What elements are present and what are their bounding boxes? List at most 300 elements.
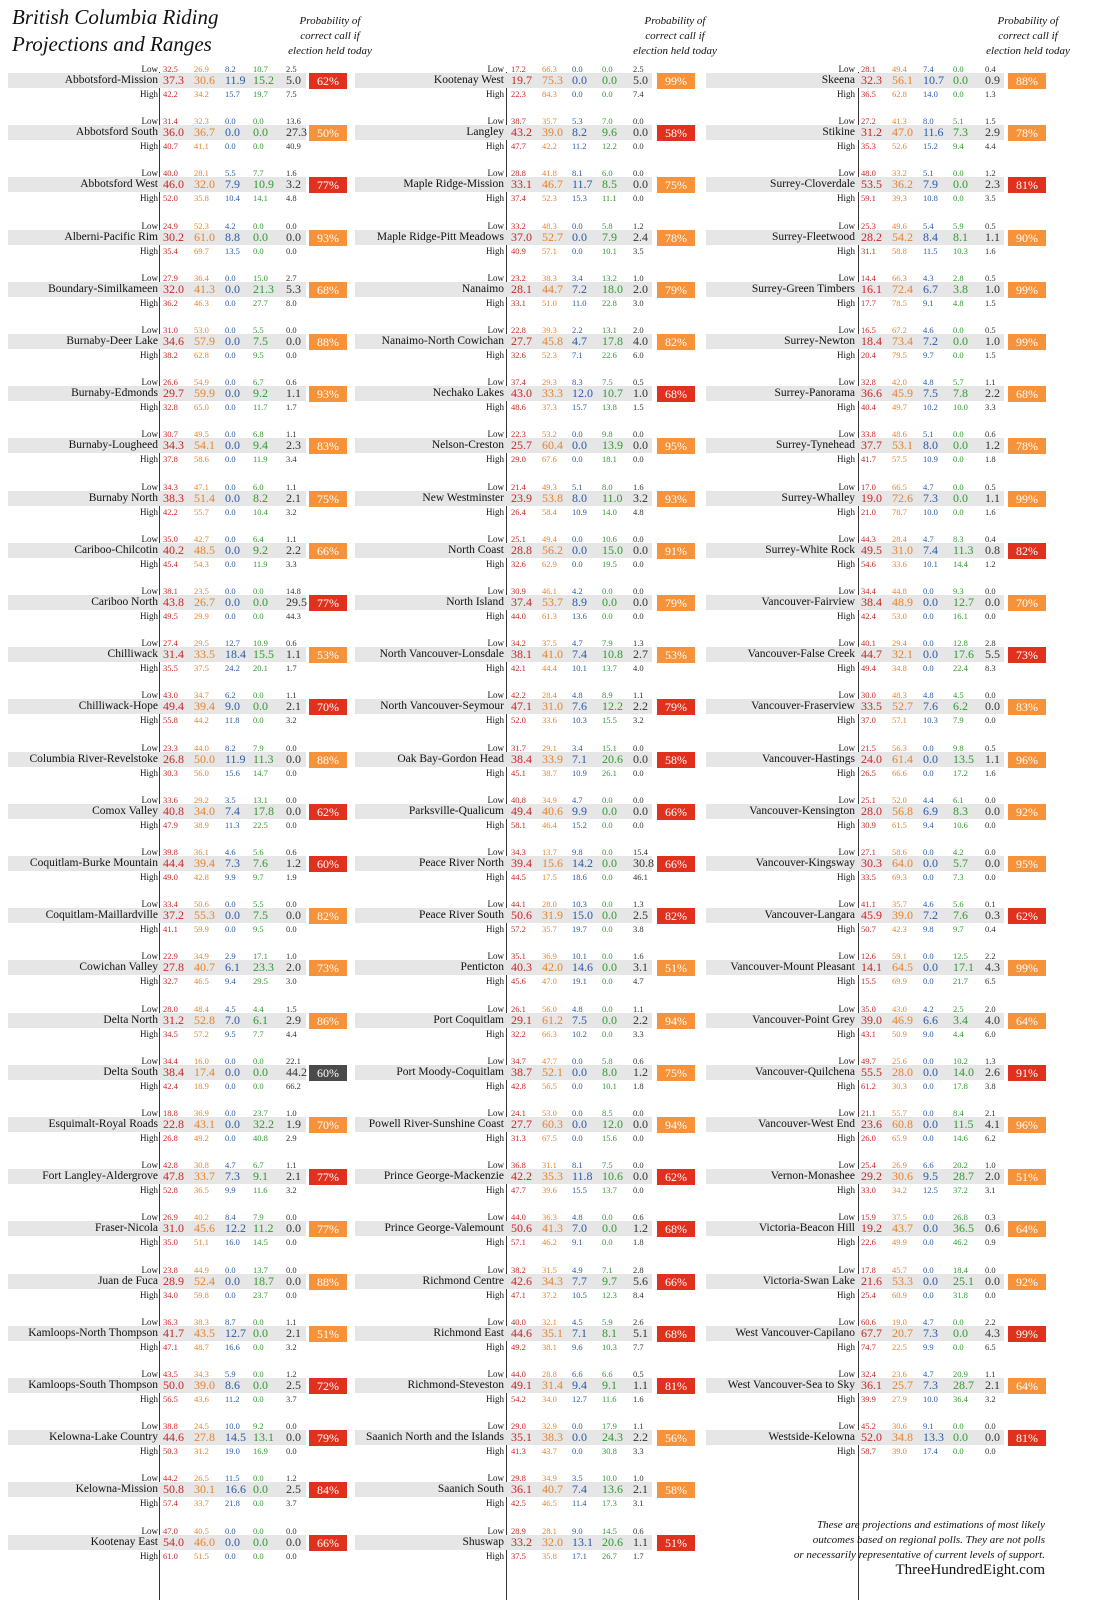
high-value: 59.9 [194,924,209,935]
riding-name: Langley [466,126,504,139]
high-value: 78.5 [892,297,907,308]
low-value: 0.0 [985,847,996,857]
projection-value: 13.1 [253,1430,274,1445]
high-value: 0.0 [572,454,583,465]
high-label: High [837,611,855,621]
riding-name: Kelowna-Lake Country [49,1431,158,1444]
high-value: 32.6 [511,350,526,360]
low-value: 16.5 [861,325,876,335]
high-value: 3.5 [633,245,644,256]
low-value: 22.9 [163,951,178,962]
projection-value: 56.2 [542,542,563,557]
high-value: 54.3 [194,558,209,569]
low-value: 1.5 [286,1003,297,1014]
projection-value: 9.0 [225,699,240,714]
projection-value: 53.5 [861,177,882,192]
low-value: 0.0 [633,586,644,596]
projection-value: 46.7 [542,177,563,192]
low-value: 36.3 [542,1212,557,1223]
low-value: 1.1 [985,1369,996,1379]
low-label: Low [838,690,855,701]
high-value: 1.6 [633,1394,644,1404]
probability-badge: 96% [1008,1117,1046,1133]
high-value: 49.2 [194,1133,209,1143]
low-value: 66.3 [892,272,907,283]
low-value: 27.4 [163,638,178,649]
projection-value: 0.0 [923,647,938,662]
projection-value: 2.3 [286,438,301,453]
low-label: Low [141,1421,158,1432]
low-value: 12.8 [953,638,968,649]
high-value: 39.6 [542,1185,557,1196]
low-value: 49.6 [892,220,907,231]
projection-value: 1.1 [633,1534,648,1549]
low-value: 5.9 [225,1369,236,1379]
high-value: 3.2 [286,1341,297,1352]
high-value: 7.9 [953,715,964,726]
high-label: High [837,1289,855,1300]
high-value: 35.0 [163,1237,178,1248]
high-value: 36.4 [953,1394,968,1404]
projection-value: 39.0 [892,908,913,923]
low-label: Low [838,1160,855,1171]
projection-value: 0.0 [572,438,587,453]
projection-value: 11.9 [225,751,246,766]
low-value: 48.4 [194,1003,209,1014]
high-value: 13.7 [602,1185,617,1196]
probability-badge: 64% [1008,1378,1046,1394]
low-value: 16.0 [194,1055,209,1066]
low-value: 0.0 [633,116,644,127]
projection-value: 19.7 [511,73,532,87]
low-value: 22.3 [511,429,526,440]
low-value: 53.0 [194,325,209,335]
high-value: 0.0 [923,1080,934,1091]
probability-badge: 79% [657,699,695,715]
low-value: 0.0 [286,794,297,805]
high-value: 52.8 [163,1185,178,1196]
low-label: Low [141,1108,158,1118]
projection-value: 20.6 [602,751,623,766]
low-value: 2.8 [985,638,996,649]
low-label: Low [141,1316,158,1327]
projection-value: 17.8 [253,803,274,818]
high-value: 0.0 [923,767,934,778]
projection-value: 38.1 [511,647,532,662]
low-value: 34.2 [511,638,526,649]
high-value: 11.8 [225,715,240,726]
high-value: 15.5 [572,1185,587,1196]
high-value: 3.2 [985,1394,996,1404]
projection-value: 37.7 [861,438,882,453]
low-value: 0.0 [225,1525,236,1536]
high-value: 42.4 [163,1080,178,1091]
low-value: 2.5 [633,64,644,74]
high-value: 0.0 [286,1550,297,1561]
high-value: 57.1 [511,1237,526,1248]
high-value: 33.6 [892,558,907,569]
riding-name: Victoria-Beacon Hill [758,1222,855,1235]
high-value: 42.8 [194,872,209,882]
projection-value: 0.0 [953,438,968,453]
brand-name: ThreeHundredEight.com [895,1562,1045,1578]
projection-value: 14.0 [953,1064,974,1079]
projection-value: 34.3 [163,438,184,453]
low-value: 1.0 [286,951,297,962]
high-value: 30.3 [892,1080,907,1091]
low-value: 28.1 [542,1525,557,1536]
projection-value: 3.4 [953,1012,968,1027]
high-value: 3.0 [633,297,644,308]
probability-badge: 79% [657,595,695,611]
projection-value: 31.4 [163,647,184,662]
probability-badge: 62% [309,73,347,89]
low-value: 31.5 [542,1264,557,1275]
high-value: 17.4 [923,1446,938,1457]
high-value: 12.3 [602,1289,617,1300]
high-value: 31.3 [511,1133,526,1143]
high-value: 56.5 [163,1394,178,1404]
low-label: Low [141,794,158,805]
projection-value: 41.3 [194,281,215,296]
high-value: 14.4 [953,558,968,569]
low-value: 14.8 [286,586,301,596]
high-value: 4.4 [985,141,996,152]
projection-value: 2.1 [985,1378,1000,1392]
high-label: High [837,1185,855,1196]
low-value: 56.3 [892,742,907,753]
low-value: 2.6 [633,1316,644,1327]
low-value: 35.1 [511,951,526,962]
low-value: 52.0 [892,794,907,805]
low-value: 0.0 [602,64,613,74]
high-value: 14.7 [253,767,268,778]
projection-value: 8.1 [602,1325,617,1340]
high-value: 45.6 [511,976,526,987]
high-value: 10.1 [602,245,617,256]
projection-value: 1.1 [633,1378,648,1392]
high-value: 0.0 [225,1080,236,1091]
low-label: Low [487,272,504,283]
low-value: 48.3 [542,220,557,231]
projection-value: 8.3 [953,803,968,818]
riding-name: North Vancouver-Lonsdale [379,648,504,661]
projection-value: 0.0 [225,490,240,505]
low-value: 21.1 [861,1108,876,1118]
high-label: High [140,1446,158,1457]
riding-name: Abbotsford-Mission [64,74,158,86]
high-value: 61.5 [892,819,907,830]
projection-value: 54.1 [194,438,215,453]
high-value: 6.5 [985,976,996,987]
low-value: 17.1 [253,951,268,962]
low-value: 0.0 [602,1212,613,1223]
projection-value: 35.3 [542,1169,563,1184]
low-value: 43.5 [163,1369,178,1379]
projection-value: 15.5 [253,647,274,662]
high-value: 34.0 [163,1289,178,1300]
projection-value: 60.3 [542,1117,563,1131]
projection-value: 15.6 [542,856,563,870]
high-value: 66.2 [286,1080,301,1091]
low-value: 8.4 [953,1108,964,1118]
projection-value: 27.3 [286,125,307,140]
low-value: 0.1 [985,899,996,910]
projection-value: 18.7 [253,1273,274,1288]
low-label: Low [487,1055,504,1066]
projection-value: 12.7 [953,595,974,609]
probability-badge: 82% [1008,543,1046,559]
low-value: 36.4 [194,272,209,283]
low-value: 25.1 [861,794,876,805]
high-label: High [837,976,855,987]
low-label: Low [838,1108,855,1118]
projection-value: 0.0 [923,595,938,609]
low-value: 40.0 [163,168,178,179]
high-value: 0.0 [225,1133,236,1143]
low-value: 1.1 [286,1316,297,1327]
high-value: 13.5 [225,245,240,256]
projection-value: 28.9 [163,1273,184,1288]
high-label: High [486,402,504,413]
probability-badge: 60% [309,856,347,872]
high-value: 37.5 [194,663,209,674]
projection-value: 11.3 [953,542,974,557]
low-value: 2.9 [225,951,236,962]
high-value: 31.8 [953,1289,968,1300]
low-value: 36.9 [542,951,557,962]
projection-value: 0.0 [286,908,301,923]
high-value: 1.5 [985,297,996,308]
high-value: 9.1 [923,297,934,308]
low-value: 22.1 [286,1055,301,1066]
projection-value: 4.1 [985,1117,1000,1131]
projection-value: 43.1 [194,1117,215,1131]
probability-badge: 99% [1008,1326,1046,1342]
riding-name: Nanaimo-North Cowichan [381,335,504,347]
high-value: 3.5 [985,193,996,204]
high-value: 26.5 [861,767,876,778]
projection-value: 7.9 [602,229,617,244]
riding-name: Chilliwack-Hope [78,700,158,713]
low-value: 31.0 [163,325,178,335]
low-value: 46.1 [542,586,557,596]
low-value: 4.8 [923,690,934,701]
low-value: 0.0 [572,533,583,544]
high-label: High [140,976,158,987]
high-value: 34.2 [892,1185,907,1196]
projection-value: 52.7 [542,229,563,244]
riding-name: Kamloops-North Thompson [28,1326,158,1339]
low-value: 47.7 [542,1055,557,1066]
probability-badge: 66% [657,804,695,820]
projection-value: 2.5 [286,1482,301,1497]
low-value: 32.4 [861,1369,876,1379]
low-label: Low [141,220,158,231]
high-value: 49.4 [861,663,876,674]
low-value: 29.8 [511,1473,526,1484]
projection-value: 9.2 [253,542,268,557]
probability-badge: 77% [309,1169,347,1185]
high-value: 51.1 [194,1237,209,1248]
low-value: 0.6 [633,1055,644,1066]
projection-value: 72.4 [892,281,913,296]
projection-value: 46.0 [163,177,184,192]
low-value: 0.0 [225,533,236,544]
projection-value: 12.7 [225,1325,246,1340]
projection-value: 5.0 [633,73,648,87]
low-value: 3.4 [572,272,583,283]
high-value: 56.0 [194,767,209,778]
high-value: 1.7 [286,402,297,413]
riding-name: Vancouver-Mount Pleasant [730,961,855,974]
high-value: 11.4 [572,1498,587,1509]
projection-value: 0.0 [225,908,240,923]
high-value: 10.9 [572,506,587,517]
low-value: 2.2 [985,1316,996,1327]
high-value: 11.2 [572,141,587,152]
low-value: 6.6 [602,1369,613,1379]
high-label: High [837,454,855,465]
projection-value: 0.0 [225,334,240,348]
high-value: 0.0 [985,715,996,726]
low-value: 66.5 [892,481,907,492]
high-label: High [486,1394,504,1404]
low-value: 10.0 [602,1473,617,1484]
riding-name: Abbotsford South [75,126,158,139]
probability-badge: 95% [657,438,695,454]
low-value: 1.2 [286,1369,297,1379]
low-value: 5.5 [253,325,264,335]
probability-badge: 77% [309,177,347,193]
low-value: 53.2 [542,429,557,440]
low-value: 0.0 [985,1421,996,1432]
probability-badge: 91% [657,543,695,559]
riding-name: Maple Ridge-Pitt Meadows [376,230,504,243]
high-value: 0.0 [923,872,934,882]
projection-value: 5.0 [286,73,301,87]
projection-value: 43.0 [511,386,532,401]
projection-value: 33.2 [511,1534,532,1549]
riding-name: Burnaby-Edmonds [71,387,158,400]
projection-value: 39.0 [194,1378,215,1392]
high-label: High [140,1498,158,1509]
probability-badge: 51% [657,1535,695,1551]
low-value: 0.0 [923,951,934,962]
high-value: 18.6 [572,872,587,882]
high-value: 37.3 [542,402,557,413]
low-value: 26.6 [163,377,178,388]
high-label: High [140,1237,158,1248]
low-value: 0.0 [225,116,236,127]
low-value: 18.4 [953,1264,968,1275]
riding-name: Vancouver-West End [758,1118,855,1130]
high-value: 15.7 [572,402,587,413]
high-value: 41.1 [194,141,209,152]
high-value: 0.0 [286,924,297,935]
high-label: High [140,350,158,360]
projection-value: 0.3 [985,908,1000,923]
projection-value: 7.3 [225,856,240,870]
high-value: 11.1 [602,193,617,204]
low-value: 4.2 [225,220,236,231]
high-value: 0.0 [253,245,264,256]
projection-value: 7.3 [225,1169,240,1184]
projection-value: 7.9 [923,177,938,192]
low-value: 0.0 [633,1160,644,1171]
high-value: 9.4 [225,976,236,987]
riding-name: Parksville-Qualicum [408,804,504,817]
high-value: 35.7 [542,924,557,935]
low-value: 1.3 [985,1055,996,1066]
high-value: 9.5 [253,924,264,935]
low-value: 29.4 [892,638,907,649]
projection-value: 28.2 [861,229,882,244]
high-value: 50.9 [892,1028,907,1039]
projection-value: 61.2 [542,1012,563,1027]
riding-name: Vancouver-Quilchena [754,1065,855,1078]
high-value: 26.0 [861,1133,876,1143]
projection-value: 0.0 [286,334,301,348]
low-value: 4.6 [923,899,934,910]
low-value: 8.5 [602,1108,613,1118]
low-value: 0.0 [253,690,264,701]
projection-value: 36.2 [892,177,913,192]
low-value: 26.5 [194,1473,209,1484]
projection-value: 64.0 [892,856,913,870]
probability-badge: 93% [657,491,695,507]
riding-name: Surrey-Newton [784,335,855,347]
low-value: 0.0 [253,116,264,127]
projection-value: 8.8 [225,229,240,244]
low-value: 43.0 [892,1003,907,1014]
projection-value: 26.8 [163,751,184,766]
projection-value: 9.2 [253,386,268,401]
projection-value: 35.1 [511,1430,532,1445]
probability-badge: 99% [1008,491,1046,507]
projection-value: 49.5 [861,542,882,557]
high-value: 0.0 [985,872,996,882]
low-label: Low [141,533,158,544]
projection-value: 7.1 [572,751,587,766]
projection-value: 47.8 [163,1169,184,1184]
riding-name: Oak Bay-Gordon Head [397,752,504,765]
projection-value: 2.5 [633,908,648,923]
projection-value: 7.5 [572,1012,587,1027]
low-value: 5.6 [953,899,964,910]
projection-value: 3.8 [953,281,968,296]
projection-value: 53.1 [892,438,913,453]
projection-value: 42.0 [542,960,563,975]
low-value: 28.8 [511,168,526,179]
low-label: Low [141,1369,158,1379]
low-value: 12.7 [225,638,240,649]
low-value: 6.6 [572,1369,583,1379]
low-value: 5.8 [602,1055,613,1066]
low-label: Low [141,481,158,492]
low-value: 21.5 [861,742,876,753]
high-value: 33.0 [861,1185,876,1196]
high-value: 0.0 [286,767,297,778]
low-value: 0.5 [985,742,996,753]
low-value: 45.2 [861,1421,876,1432]
probability-badge: 82% [657,908,695,924]
low-label: Low [838,899,855,910]
probability-badge: 62% [657,1169,695,1185]
riding-name: Kelowna-Mission [75,1483,158,1496]
projection-value: 13.1 [572,1534,593,1549]
low-value: 0.5 [633,1369,644,1379]
